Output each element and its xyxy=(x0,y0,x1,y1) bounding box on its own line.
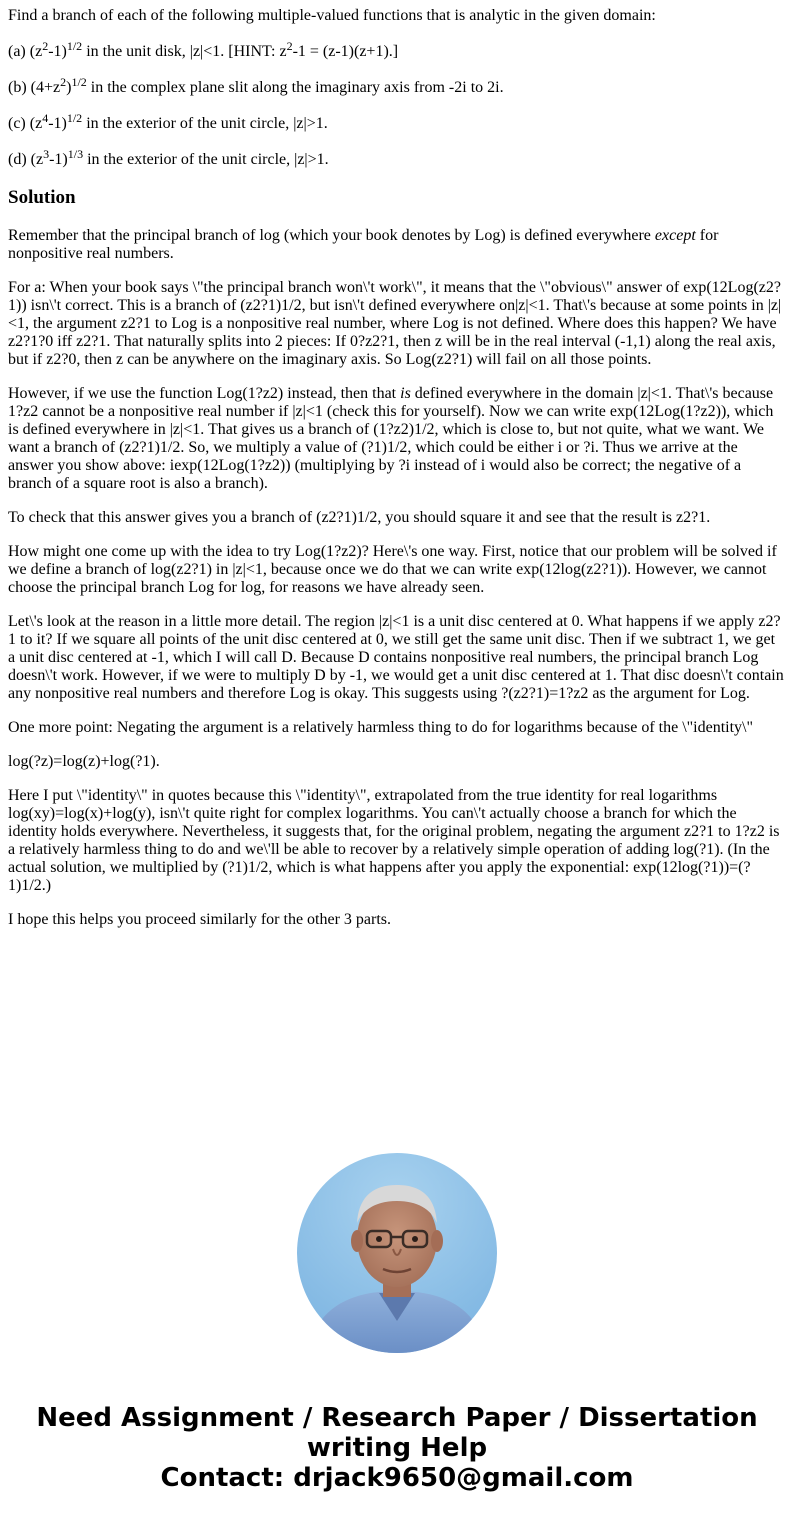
solution-paragraph-8: log(?z)=log(z)+log(?1). xyxy=(8,753,160,770)
question-part-d: (d) $(z^3-1)^{1/3}$ in the exterior of the unit circle, |z|>1. xyxy=(8,147,329,168)
solution-paragraph-9: Here I put \"identity\" in quotes because this \"identity\", extrapolated from the true identity for real logarithms log(xy)=log(x)+log(y), isn\'t quite right for complex logarithms. You can\'t actually choose a branch for which the identity holds everywhere. Nevertheless, it suggests that, for the original problem, negating the argument z2?1 to 1?z2 is a relatively harmless thing to do and we\'ll be able to recover by a relatively simple operation of adding log(?1). (In the actual solution, we multiplied by (?1)1/2, which is what happens after you apply the exponential: exp(12log(?1))=(?1)1/2.) xyxy=(8,787,780,894)
document-body xyxy=(8,7,786,945)
question-part-a: (a) $(z^2-1)^{1/2}$ in the unit disk, |z|<1. [HINT: $z^2-1 = (z-1)(z+1)$.] xyxy=(8,39,399,60)
solution-paragraph-4: To check that this answer gives you a branch of (z2?1)1/2, you should square it and see that the result is z2?1. xyxy=(8,509,711,526)
banner-line-1: Need Assignment / Research Paper / Dissertation xyxy=(36,1403,758,1433)
banner-contact: Contact: drjack9650@gmail.com xyxy=(160,1463,634,1493)
question-intro: Find a branch of each of the following multiple-valued functions that is analytic in the given domain: xyxy=(8,7,656,24)
banner-line-2: writing Help xyxy=(306,1433,488,1463)
question-part-b: (b) $(4+z^2)^{1/2}$ in the complex plane slit along the imaginary axis from -2i to 2i. xyxy=(8,75,504,96)
promo-banner xyxy=(0,1403,794,1493)
solution-paragraph-3: However, if we use the function Log(1?z2) instead, then that is defined everywhere in the domain |z|<1. That\'s because 1?z2 cannot be a nonpositive real number if |z|<1 (check this for yourself). Now we can write exp(12Log(1?z2)), which is defined everywhere in |z|<1. That gives us a branch of (1?z2)1/2, which is close to, but not quite, what we want. We want a branch of (z2?1)1/2. So, we multiply a value of (?1)1/2, which could be either i or ?i. Thus we arrive at the answer you show above: iexp(12Log(1?z2)) (multiplying by ?i instead of i would also be correct; the negative of a branch of a square root is also a branch). xyxy=(8,385,774,492)
solution-paragraph-5: How might one come up with the idea to try Log(1?z2)? Here\'s one way. First, notice that our problem will be solved if we define a branch of log(z2?1) in |z|<1, because once we do that we can write exp(12log(z2?1)). However, we cannot choose the principal branch Log for log, for reasons we have already seen. xyxy=(8,543,777,596)
solution-paragraph-10: I hope this helps you proceed similarly for the other 3 parts. xyxy=(8,911,392,928)
solution-paragraph-6: Let\'s look at the reason in a little more detail. The region |z|<1 is a unit disc centered at 0. What happens if we apply z2?1 to it? If we square all points of the unit disc centered at 0, we still get the same unit disc. Then if we subtract 1, we get a unit disc centered at -1, which I will call D. Because D contains nonpositive real numbers, the principal branch Log doesn\'t work. However, if we were to multiply D by -1, we would get a unit disc centered at 1. That disc doesn\'t contain any nonpositive real numbers and therefore Log is okay. This suggests using ?(z2?1)=1?z2 as the argument for Log. xyxy=(8,613,784,702)
solution-paragraph-7: One more point: Negating the argument is a relatively harmless thing to do for logarithms because of the \"identity\" xyxy=(8,719,754,736)
solution-heading: Solution xyxy=(8,187,76,208)
question-part-c: (c) $(z^4-1)^{1/2}$ in the exterior of the unit circle, |z|>1. xyxy=(8,111,328,132)
author-avatar xyxy=(297,1153,497,1353)
solution-paragraph-2: For a: When your book says \"the principal branch won\'t work\", it means that the \"obvious\" answer of exp(12Log(z2?1)) isn\'t correct. This is a branch of (z2?1)1/2, but isn\'t defined everywhere on|z|<1. That\'s because at some points in |z|<1, the argument z2?1 to Log is a nonpositive real number, where Log is not defined. Where does this happen? We have z2?1?0 iff z2?1. That naturally splits into 2 pieces: If 0?z2?1, then z will be in the real interval (-1,1) along the real axis, but if z2?0, then z can be anywhere on the imaginary axis. So Log(z2?1) will fail on all those points. xyxy=(8,279,782,368)
author-photo xyxy=(297,1153,497,1353)
solution-paragraph-1: Remember that the principal branch of log (which your book denotes by Log) is defined everywhere except for nonpositive real numbers. xyxy=(8,227,719,262)
